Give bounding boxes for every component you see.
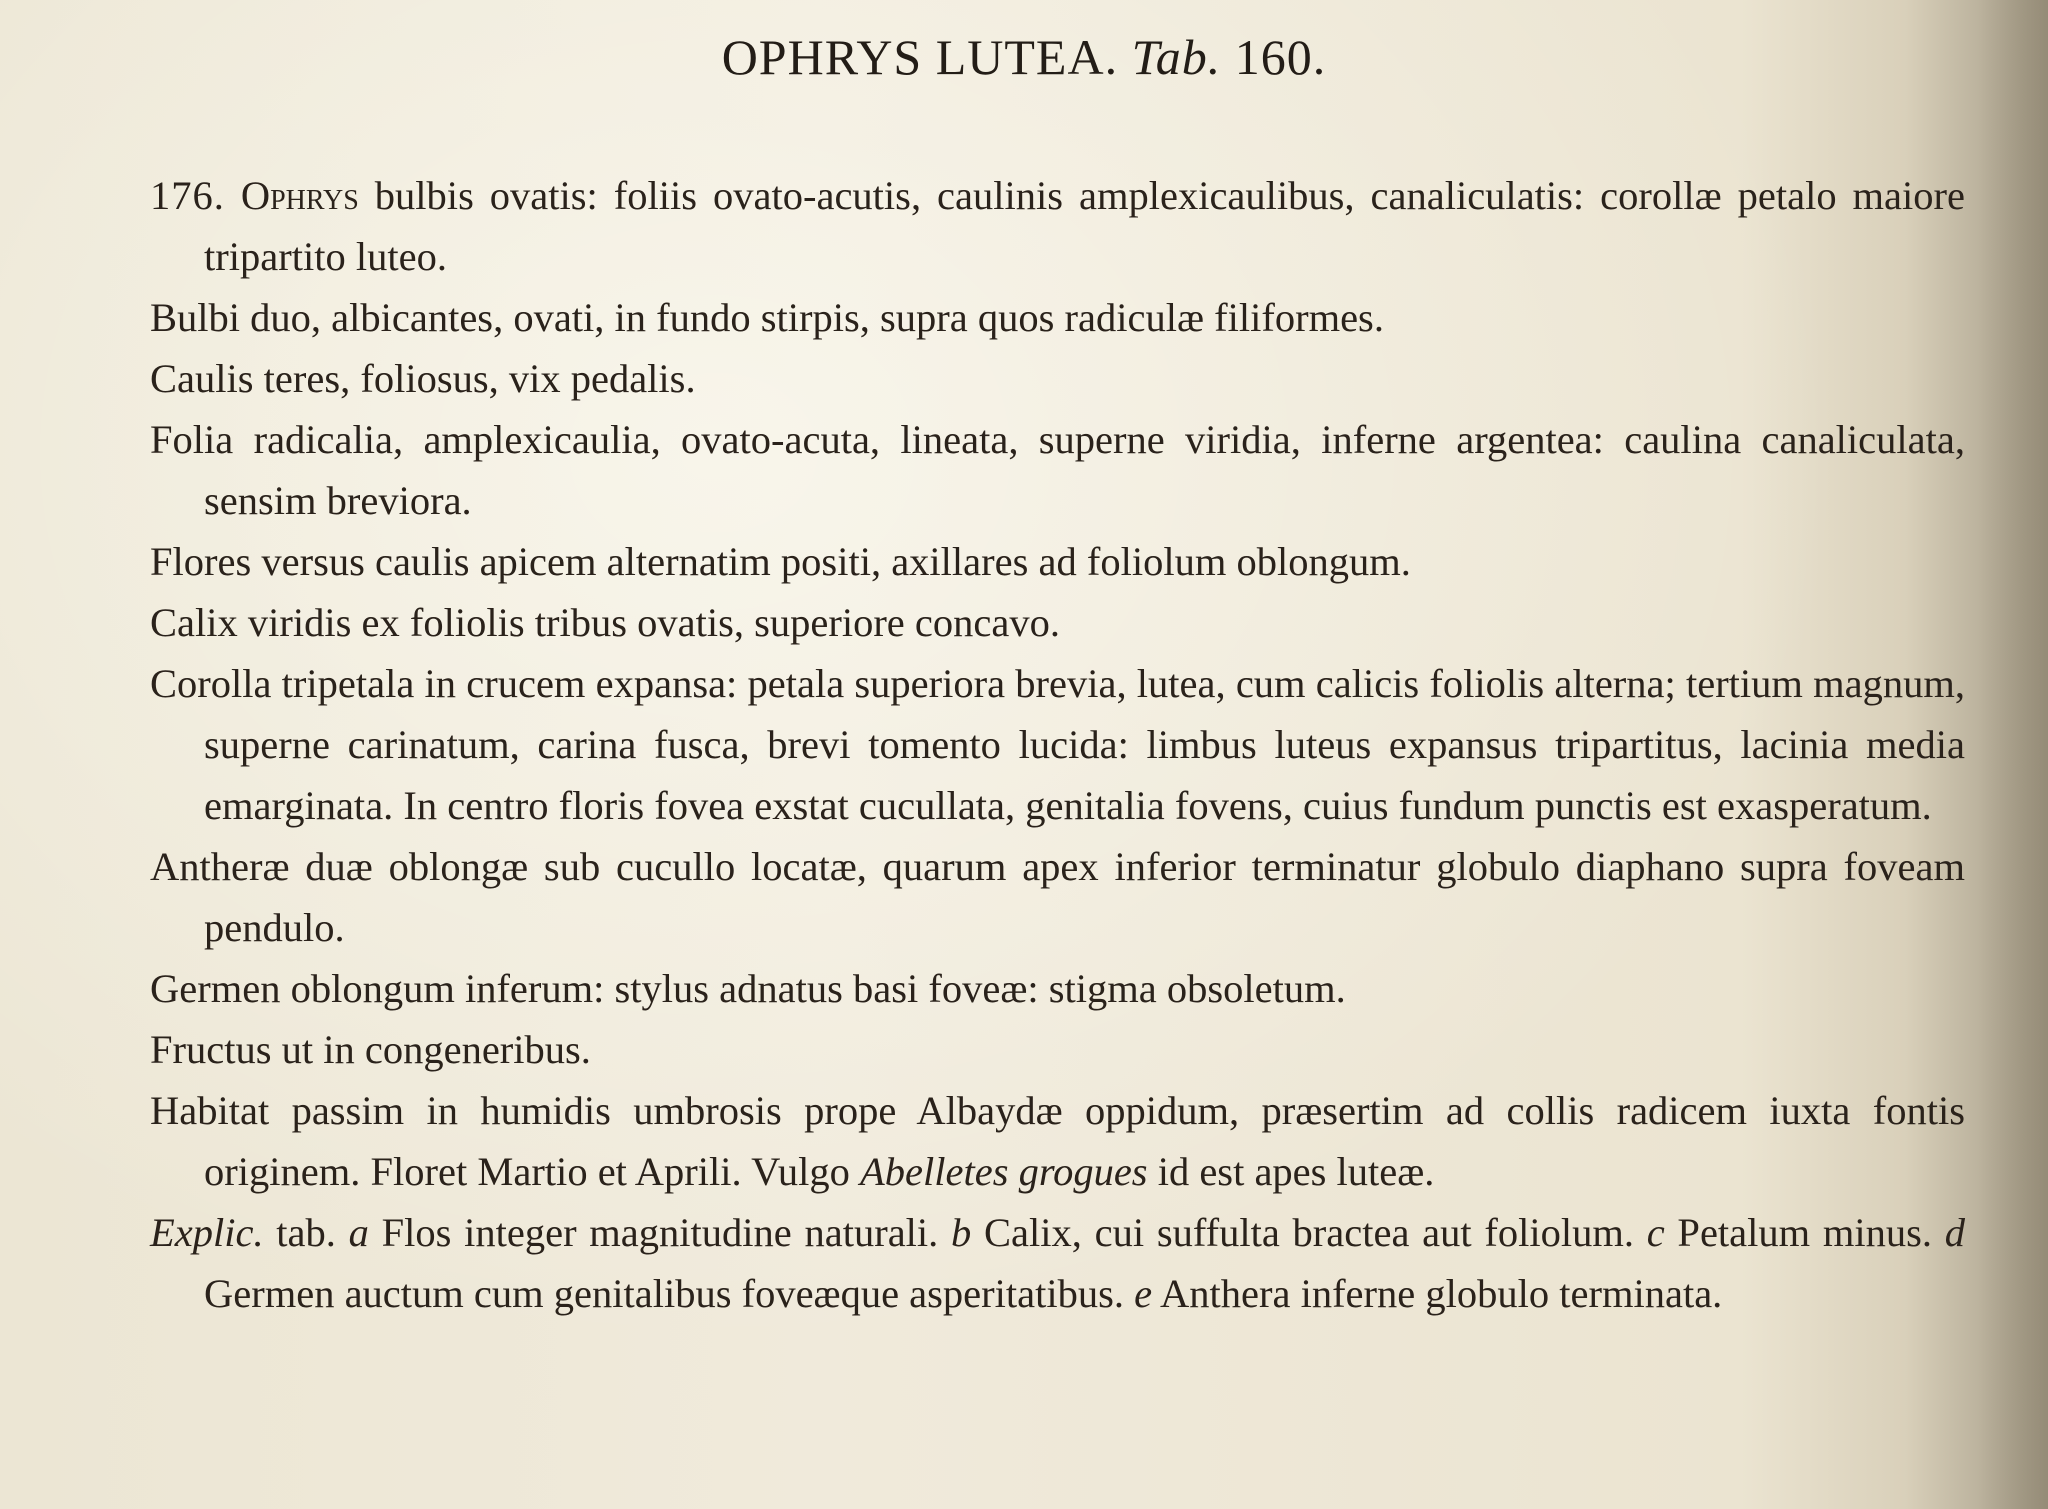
habitat-paragraph [150,1080,1965,1202]
explic-letter-a: a [348,1210,369,1255]
explic-letter-b: b [951,1210,972,1255]
title-species: OPHRYS LUTEA. [721,29,1119,85]
title-tab-number: 160. [1234,29,1327,85]
folia-paragraph: Folia radicalia, amplexicaulia, ovato-acuta, lineata, superne viridia, inferne argentea: caulina canaliculata, sensim breviora. [150,417,1965,523]
title-tab-label: Tab. [1131,29,1222,85]
explic-text-b: Calix, cui suffulta bractea aut foliolum. [971,1210,1647,1255]
habitat-text: Habitat passim in humidis umbrosis prope Albaydæ oppidum, præsertim ad collis radicem iuxta fontis originem. Floret Martio et Aprili. Vulgo [150,1088,1965,1194]
diagnosis-text: bulbis ovatis: foliis ovato-acutis, caulinis amplexicaulibus, canaliculatis: corollæ petalo maiore tripartito luteo. [204,173,1966,279]
description-body [150,165,1965,1324]
diagnosis-paragraph [150,165,1965,287]
calix-paragraph: Calix viridis ex foliolis tribus ovatis, superiore concavo. [150,600,1060,645]
caulis-paragraph: Caulis teres, foliosus, vix pedalis. [150,356,696,401]
explic-letter-d: d [1944,1210,1966,1255]
flores-paragraph: Flores versus caulis apicem alternatim positi, axillares ad foliolum oblongum. [150,539,1411,584]
germen-paragraph: Germen oblongum inferum: stylus adnatus basi foveæ: stigma obsoletum. [150,966,1346,1011]
habitat-vernacular-name: Abelletes grogues [860,1149,1148,1194]
corolla-paragraph: Corolla tripetala in crucem expansa: petala superiora brevia, lutea, cum calicis foliolis alterna; tertium magnum, superne carinatum, carina fusca, brevi tomento lucida: limbus luteus expansus tripartitus, lacinia media emarginata. In centro floris fovea exstat cucullata, genitalia fovens, cuius fundum punctis est exasperatum. [150,661,1965,828]
explic-letter-e: e [1134,1271,1153,1316]
explicatio-paragraph [150,1202,1965,1324]
fructus-paragraph: Fructus ut in congeneribus. [150,1027,591,1072]
explic-label: Explic. [150,1210,264,1255]
habitat-tail: id est apes luteæ. [1147,1149,1435,1194]
antherae-paragraph: Antheræ duæ oblongæ sub cucullo locatæ, quarum apex inferior terminatur globulo diaphano supra foveam pendulo. [150,844,1965,950]
page-gutter-shadow [1978,0,2048,1509]
explic-text-c: Petalum minus. [1664,1210,1945,1255]
explic-text-e: Anthera inferne globulo terminata. [1152,1271,1723,1316]
species-number: 176. [150,173,225,218]
genus-name: Ophrys [240,173,359,218]
explic-text-d: Germen auctum cum genitalibus foveæque asperitatibus. [204,1271,1135,1316]
explic-tab: tab. [263,1210,349,1255]
explic-letter-c: c [1646,1210,1665,1255]
bulbi-paragraph: Bulbi duo, albicantes, ovati, in fundo stirpis, supra quos radiculæ filiformes. [150,295,1384,340]
page-title [0,28,2048,86]
explic-text-a: Flos integer magnitudine naturali. [368,1210,952,1255]
